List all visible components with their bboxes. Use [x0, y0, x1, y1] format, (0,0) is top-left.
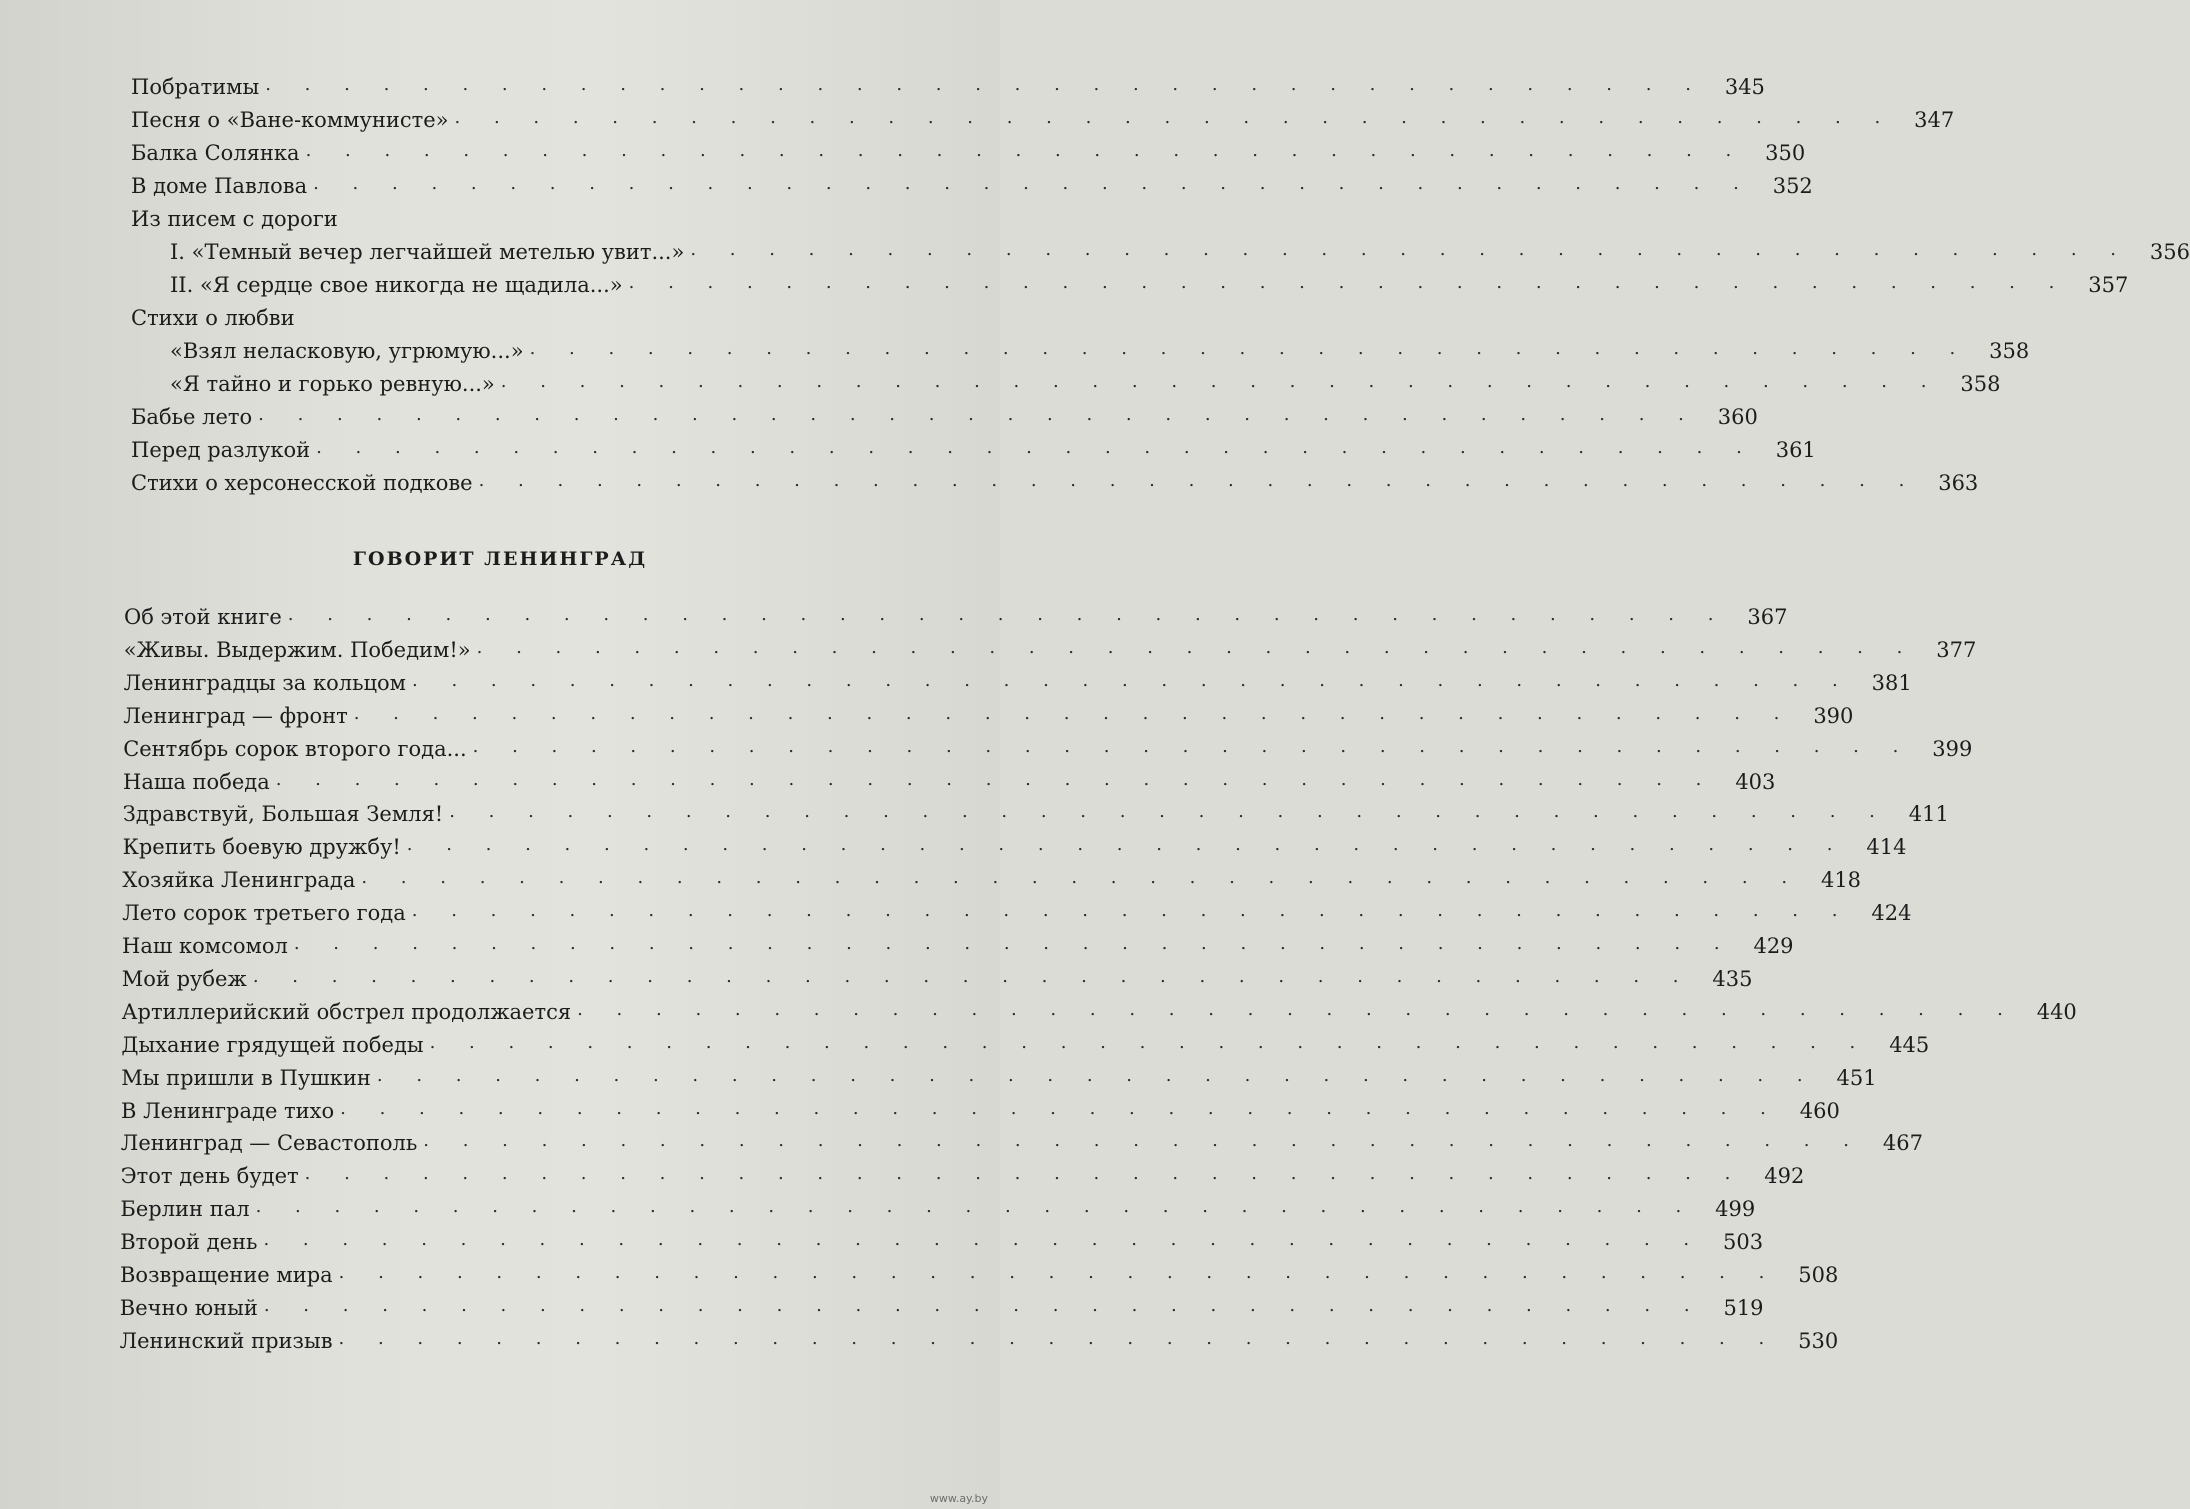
dot-leader: . . . . . . . . . . . . . . . . . . . . . . . . . . . . . . . . . . . . . [412, 669, 1852, 691]
entry-page-number: 367 [1747, 605, 1788, 629]
entry-title: Ленинградцы за кольцом [123, 670, 406, 695]
dot-leader: . . . . . . . . . . . . . . . . . . . . . . . . . . . . . . . . . . . . . [313, 173, 1753, 194]
entry-title: Здравствуй, Большая Земля! [122, 802, 444, 827]
entry-title: Мы пришли в Пушкин [121, 1065, 371, 1090]
dot-leader: . . . . . . . . . . . . . . . . . . . . . . . . . . . . . . . . . . . . . [628, 272, 2069, 293]
entry-title: Берлин пал [120, 1197, 250, 1222]
dot-leader: . . . . . . . . . . . . . . . . . . . . . . . . . . . . . . . . . . . . . [361, 867, 1802, 889]
entry-title: I. «Темный вечер легчайшей метелью увит...» [170, 240, 685, 264]
entry-page-number: 399 [1932, 736, 1973, 761]
dot-leader: . . . . . . . . . . . . . . . . . . . . . . . . . . . . . . . . . . . . . [423, 1130, 1863, 1152]
entry-page-number: 360 [1717, 405, 1758, 429]
entry-title: Наша победа [123, 769, 270, 794]
dot-leader: . . . . . . . . . . . . . . . . . . . . . . . . . . . . . . . . . . . . . [338, 1262, 1779, 1283]
entry-page-number: 356 [2149, 240, 2190, 264]
toc-entry [123, 633, 1977, 665]
entry-page-number: 390 [1813, 703, 1854, 728]
watermark: www.ay.by [929, 1492, 988, 1505]
dot-leader: . . . . . . . . . . . . . . . . . . . . . . . . . . . . . . . . . . . . . [287, 604, 1728, 625]
dot-leader: . . . . . . . . . . . . . . . . . . . . . . . . . . . . . . . . . . . . . [406, 834, 1847, 856]
entry-page-number: 377 [1936, 637, 1977, 662]
entry-page-number: 445 [1889, 1032, 1930, 1057]
entry-title: Возвращение мира [120, 1263, 333, 1287]
entry-title: Бабье лето [131, 405, 253, 429]
entry-page-number: 363 [1938, 471, 1979, 495]
toc-entry [120, 1258, 1839, 1290]
entry-page-number: 435 [1712, 966, 1753, 991]
entry-page-number: 440 [2036, 999, 2077, 1024]
entry-title: «Живы. Выдержим. Победим!» [123, 637, 471, 662]
toc-entry [122, 797, 1949, 829]
dot-leader: . . . . . . . . . . . . . . . . . . . . . . . . . . . . . . . . . . . . . [275, 768, 1716, 790]
entry-title: Наш комсомол [122, 934, 288, 958]
dot-leader: . . . . . . . . . . . . . . . . . . . . . . . . . . . . . . . . . . . . . [304, 1163, 1745, 1185]
dot-leader: . . . . . . . . . . . . . . . . . . . . . . . . . . . . . . . . . . . . . [258, 404, 1698, 425]
dot-leader: . . . . . . . . . . . . . . . . . . . . . . . . . . . . . . . . . . . . . [690, 239, 2131, 260]
dot-leader: . . . . . . . . . . . . . . . . . . . . . . . . . . . . . . . . . . . . . [500, 371, 1941, 392]
entry-title: Сентябрь сорок второго года... [123, 736, 467, 761]
dot-leader: . . . . . . . . . . . . . . . . . . . . . . . . . . . . . . . . . . . . . [454, 107, 1895, 128]
toc-entry [131, 301, 942, 333]
dot-leader: . . . . . . . . . . . . . . . . . . . . . . . . . . . . . . . . . . . . . [376, 1064, 1817, 1086]
entry-page-number: 350 [1765, 141, 1806, 165]
entry-page-number: 519 [1723, 1295, 1764, 1320]
entry-title: Об этой книге [124, 605, 282, 629]
dot-leader: . . . . . . . . . . . . . . . . . . . . . . . . . . . . . . . . . . . . . [316, 437, 1756, 458]
toc-entry [131, 466, 1979, 498]
toc-entry [120, 1192, 1756, 1224]
toc-entry [131, 400, 1758, 432]
toc-entry [121, 995, 2077, 1027]
dot-leader: . . . . . . . . . . . . . . . . . . . . . . . . . . . . . . . . . . . . . [255, 1196, 1696, 1218]
entry-title: Мой рубеж [121, 966, 247, 991]
entry-page-number: 357 [2088, 273, 2129, 297]
toc-entry [123, 765, 1776, 797]
entry-title: Лето сорок третьего года [122, 901, 406, 926]
toc-entry [122, 830, 1907, 862]
entry-title: Артиллерийский обстрел продолжается [121, 999, 572, 1024]
dot-leader: . . . . . . . . . . . . . . . . . . . . . . . . . . . . . . . . . . . . . [411, 900, 1852, 922]
toc-entry [119, 1291, 1764, 1323]
toc-entry [119, 1324, 1839, 1356]
dot-leader: . . . . . . . . . . . . . . . . . . . . . . . . . . . . . . . . . . . . . [429, 1031, 1870, 1053]
entry-page-number: 530 [1798, 1328, 1839, 1353]
entry-title: В Ленинграде тихо [121, 1098, 335, 1123]
toc-entry [131, 169, 1813, 201]
dot-leader: . . . . . . . . . . . . . . . . . . . . . . . . . . . . . . . . . . . . . [529, 338, 1970, 359]
entry-page-number: 503 [1723, 1230, 1764, 1255]
entry-title: Хозяйка Ленинграда [122, 868, 356, 893]
toc-entry [131, 433, 1816, 465]
entry-page-number: 451 [1836, 1065, 1877, 1090]
dot-leader: . . . . . . . . . . . . . . . . . . . . . . . . . . . . . . . . . . . . . [305, 140, 1746, 161]
toc-entry [131, 103, 1955, 135]
dot-leader: . . . . . . . . . . . . . . . . . . . . . . . . . . . . . . . . . . . . . [338, 1327, 1779, 1349]
entry-title: Балка Солянка [131, 141, 300, 165]
toc-entry [123, 732, 1973, 764]
dot-leader: . . . . . . . . . . . . . . . . . . . . . . . . . . . . . . . . . . . . . [263, 1229, 1704, 1251]
toc-entry [131, 202, 942, 234]
entry-page-number: 361 [1775, 438, 1816, 462]
toc-entry [131, 136, 1806, 168]
dot-leader: . . . . . . . . . . . . . . . . . . . . . . . . . . . . . . . . . . . . . [478, 470, 1919, 491]
entry-title: Дыхание грядущей победы [121, 1032, 424, 1057]
entry-title: Ленинград — фронт [123, 703, 348, 728]
toc-entry [123, 666, 1912, 698]
toc-entry [170, 268, 2129, 300]
dot-leader: . . . . . . . . . . . . . . . . . . . . . . . . . . . . . . . . . . . . . [293, 933, 1734, 954]
entry-title: Вечно юный [119, 1295, 258, 1320]
entry-title: Ленинский призыв [119, 1328, 333, 1353]
toc-entry [121, 1028, 1930, 1060]
toc-entry [170, 334, 2030, 366]
entry-title: Крепить боевую дружбу! [122, 835, 401, 860]
entry-page-number: 411 [1908, 802, 1949, 827]
toc-entry [123, 699, 1854, 731]
entry-page-number: 345 [1724, 75, 1765, 99]
entry-page-number: 499 [1715, 1197, 1756, 1222]
dot-leader: . . . . . . . . . . . . . . . . . . . . . . . . . . . . . . . . . . . . . [577, 998, 2017, 1020]
dot-leader: . . . . . . . . . . . . . . . . . . . . . . . . . . . . . . . . . . . . . [252, 965, 1693, 987]
dot-leader: . . . . . . . . . . . . . . . . . . . . . . . . . . . . . . . . . . . . . [340, 1097, 1780, 1119]
toc-entry [170, 235, 2190, 267]
entry-title: «Взял неласковую, угрюмую...» [170, 339, 524, 363]
entry-title: В доме Павлова [131, 174, 308, 198]
dot-leader: . . . . . . . . . . . . . . . . . . . . . . . . . . . . . . . . . . . . . [476, 636, 1917, 658]
toc-entry [120, 1159, 1805, 1191]
toc-entry [122, 929, 1794, 961]
section-heading: ГОВОРИТ ЛЕНИНГРАД [352, 548, 648, 570]
dot-leader: . . . . . . . . . . . . . . . . . . . . . . . . . . . . . . . . . . . . . [263, 1294, 1704, 1316]
toc-entry [170, 367, 2001, 399]
entry-page-number: 414 [1866, 835, 1907, 860]
entry-page-number: 418 [1820, 868, 1862, 893]
toc-entry [124, 600, 1788, 632]
entry-page-number: 358 [1989, 339, 2030, 363]
entry-title: Этот день будет [120, 1164, 299, 1189]
entry-title: Стихи о херсонесской подкове [131, 471, 473, 495]
toc-entry [131, 70, 1765, 102]
entry-title: Перед разлукой [131, 438, 311, 462]
entry-title: Ленинград — Севастополь [120, 1131, 418, 1156]
toc-entry [121, 1094, 1840, 1126]
entry-page-number: 467 [1882, 1131, 1923, 1156]
entry-page-number: 429 [1753, 934, 1794, 958]
dot-leader: . . . . . . . . . . . . . . . . . . . . . . . . . . . . . . . . . . . . . [353, 702, 1794, 724]
toc-entry [120, 1225, 1764, 1257]
entry-title: Из писем с дороги [131, 207, 338, 231]
entry-page-number: 424 [1871, 901, 1912, 926]
entry-page-number: 460 [1799, 1098, 1840, 1123]
entry-page-number: 352 [1772, 174, 1813, 198]
entry-title: Песня о «Ване-коммунисте» [131, 108, 449, 132]
entry-page-number: 381 [1871, 670, 1912, 695]
dot-leader: . . . . . . . . . . . . . . . . . . . . . . . . . . . . . . . . . . . . . [265, 74, 1705, 95]
entry-title: Побратимы [131, 75, 260, 99]
entry-title: Второй день [120, 1230, 258, 1255]
entry-page-number: 492 [1764, 1164, 1805, 1189]
entry-title: Стихи о любви [131, 306, 295, 330]
toc-entry [120, 1126, 1923, 1158]
entry-page-number: 508 [1798, 1263, 1839, 1287]
toc-entry [121, 962, 1753, 994]
toc-entry [122, 863, 1862, 895]
toc-entry [121, 1061, 1877, 1093]
entry-page-number: 403 [1735, 769, 1776, 794]
entry-page-number: 358 [1960, 372, 2001, 396]
entry-title: II. «Я сердце свое никогда не щадила...» [170, 273, 623, 297]
dot-leader: . . . . . . . . . . . . . . . . . . . . . . . . . . . . . . . . . . . . . [472, 735, 1913, 757]
entry-page-number: 347 [1914, 108, 1955, 132]
dot-leader: . . . . . . . . . . . . . . . . . . . . . . . . . . . . . . . . . . . . . [449, 801, 1889, 823]
toc-entry [122, 896, 1912, 928]
entry-title: «Я тайно и горько ревную...» [170, 372, 495, 396]
